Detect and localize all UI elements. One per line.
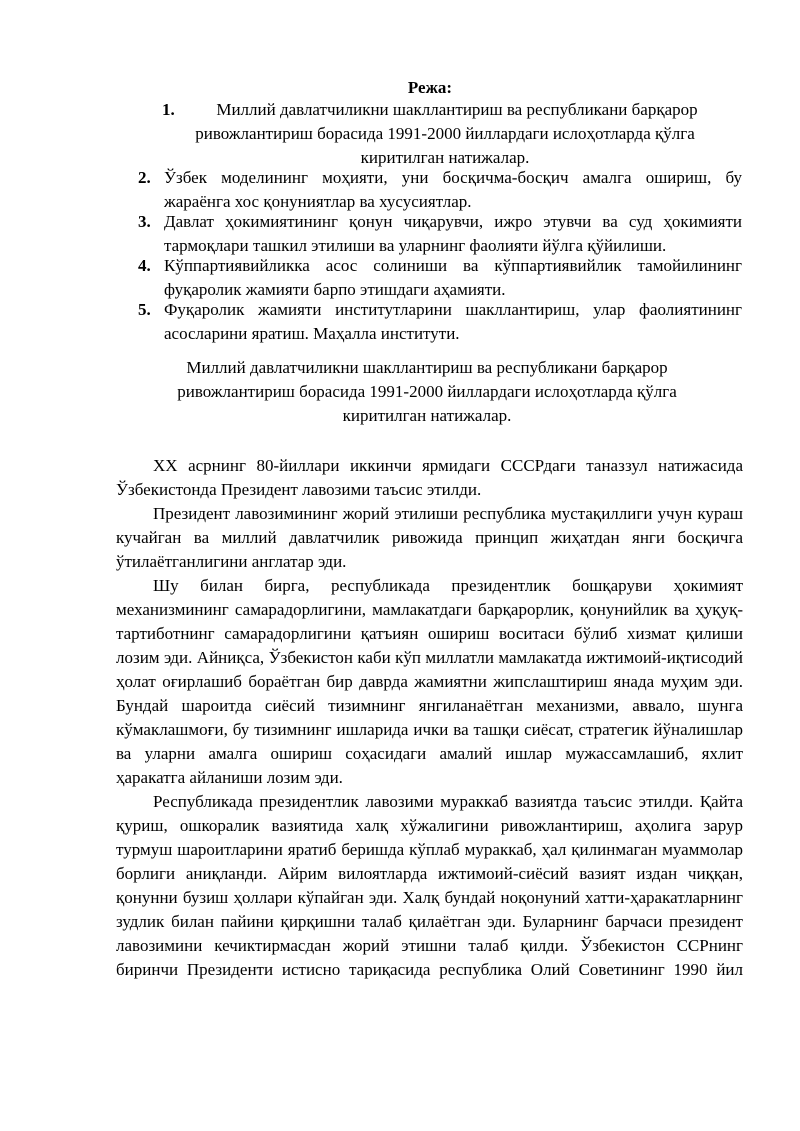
paragraph: Президент лавозимининг жорий этилиши республика мустақиллиги учун кураш кучайган ва миллий давлатчилик ривожида принцип жиҳатдан янги босқичга ўтилаётганлигини англатар эди.	[116, 504, 743, 571]
plan-item-4	[0, 254, 800, 298]
plan-item-text: Давлат ҳокимиятининг қонун чиқарувчи, ижро этувчи ва суд ҳокимияти тармоқлари ташкил этилиши ва уларнинг фаолияти йўлга қўйилиши.	[164, 212, 742, 255]
plan-item-text: Ўзбек моделининг моҳияти, уни босқичма-босқич амалга ошириш, бу жараёнга хос қонуниятлар ва хусусиятлар.	[164, 168, 742, 211]
plan-item-number: 3.	[138, 212, 151, 231]
plan-item-text: Кўппартиявийликка асос солиниши ва кўппартиявийлик тамойилининг фуқаролик жамияти барпо этишдаги аҳамияти.	[164, 256, 742, 299]
plan-item-number: 2.	[138, 168, 151, 187]
body-text	[116, 454, 743, 982]
plan-item-number: 5.	[138, 300, 151, 319]
paragraph: XX асрнинг 80-йиллари иккинчи ярмидаги СССРдаги таназзул натижасида Ўзбекистонда Президент лавозими таъсис этилди.	[116, 456, 743, 499]
paragraph: Шу билан бирга, республикада президентлик бошқаруви ҳокимият механизмининг самарадорлигини, мамлакатдаги барқарорлик, қонунийлик ва ҳуқуқ-тартиботнинг самарадорлигини қатъиян ошириш воситаси бўлиб хизмат қилиши лозим эди. Айниқса, Ўзбекистон каби кўп миллатли мамлакатда ижтимоий-иқтисодий ҳолат оғирлашиб бораётган бир даврда жамиятни жипслаштириш янада муҳим эди. Бундай шароитда сиёсий тизимнинг янгиланаётган механизми, аввало, шунга кўмаклашмоғи, бу тизимнинг ишларида ички ва ташқи сиёсат, стратегик йўналишлар ва уларни амалга ошириш соҳасидаги амалий ишлар мужассамлашиб, яхлит ҳаракатга айланиши лозим эди.	[116, 576, 743, 787]
plan-item-number: 4.	[138, 256, 151, 275]
plan-item-2	[0, 166, 800, 210]
plan-item-5	[0, 298, 800, 342]
plan-list	[0, 98, 800, 342]
plan-item-3	[0, 210, 800, 254]
plan-item-text: Фуқаролик жамияти институтларини шакллантириш, улар фаолиятининг асосларини яратиш. Маҳалла институти.	[164, 300, 742, 343]
plan-item-text: Миллий давлатчиликни шакллантириш ва республикани барқарор ривожлантириш борасида 1991-2000 йиллардаги ислоҳотларда қўлга киритилган натижалар.	[195, 100, 698, 167]
section-heading: Миллий давлатчиликни шакллантириш ва республикани барқарор ривожлантириш борасида 1991-2000 йиллардаги ислоҳотларда қўлга киритилган натижалар.	[177, 358, 677, 425]
plan-item-1	[0, 98, 800, 166]
paragraph: Республикада президентлик лавозими мураккаб вазиятда таъсис этилди. Қайта қуриш, ошкоралик вазиятида халқ хўжалигини ривожлантириш, аҳолига зарур турмуш шароитларини яратиб беришда кўплаб мураккаб, ҳал қилинмаган муаммолар борлиги аниқланди. Айрим вилоятларда ижтимоий-сиёсий вазият издан чиққан, қонунни бузиш ҳоллари кўпайган эди. Халқ бундай ноқонуний хатти-ҳаракатларнинг зудлик билан пайини қирқишни талаб қилаётган эди. Буларнинг барчаси президент лавозимини кечиктирмасдан жорий этишни талаб қилди. Ўзбекистон ССРнинг биринчи Президенти истисно тариқасида республика Олий Советининг 1990 йил	[116, 792, 743, 979]
plan-title: Режа:	[407, 78, 453, 97]
plan-item-number: 1.	[162, 100, 175, 119]
